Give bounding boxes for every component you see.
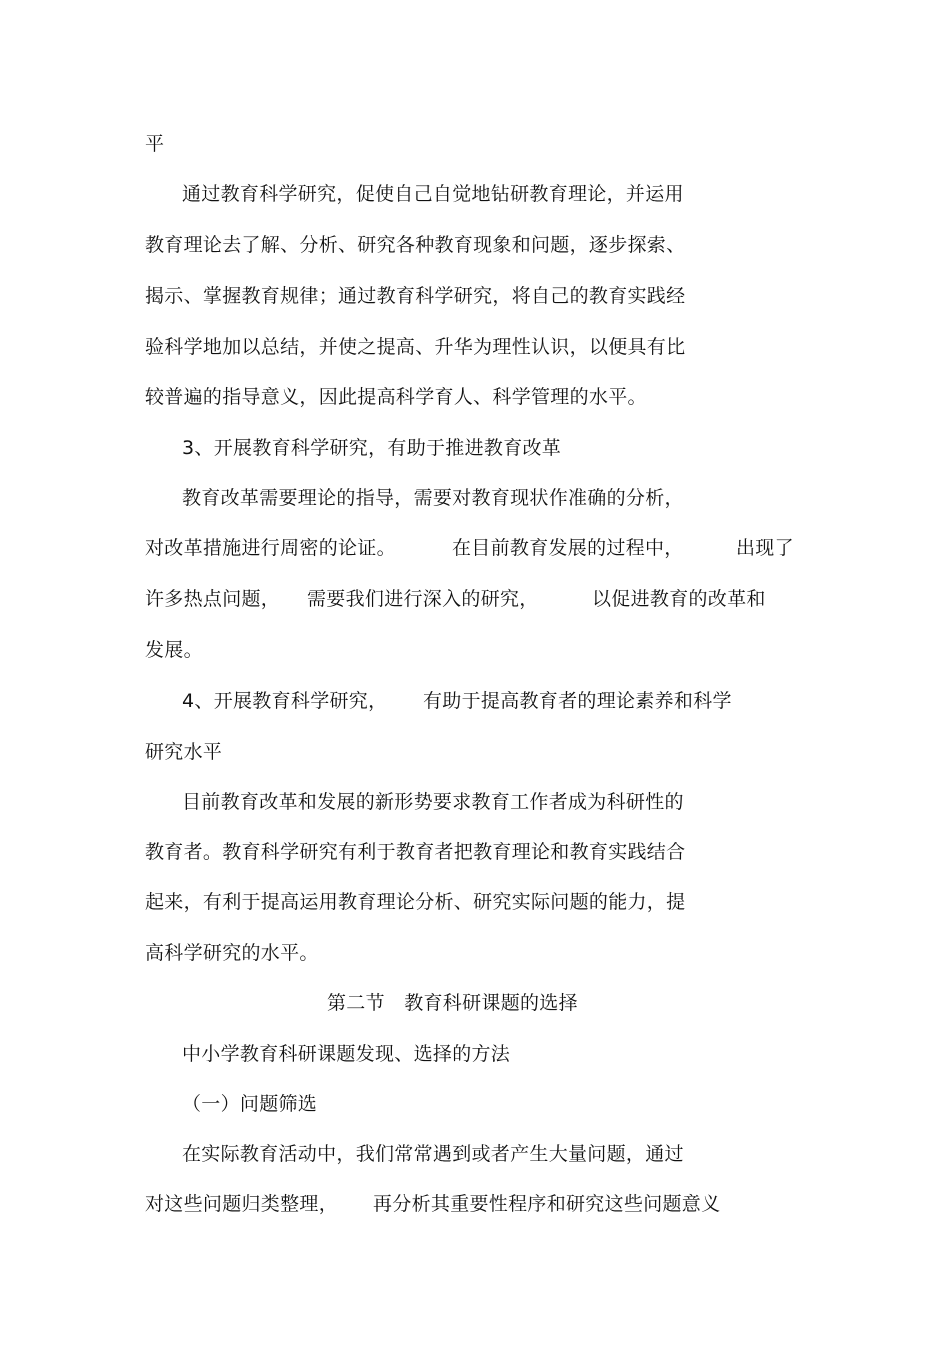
- chapter-section-title: 第二节 教育科研课题的选择: [327, 992, 578, 1014]
- subsection-title: 中小学教育科研课题发现、选择的方法: [182, 1043, 511, 1065]
- subsection-title: （一）问题筛选: [182, 1093, 318, 1115]
- paragraph-line: 许多热点问题，: [145, 588, 281, 610]
- section-heading-3: 3、开展教育科学研究，有助于推进教育改革: [182, 437, 562, 459]
- paragraph-line: 再分析其重要性程序和研究这些问题意义: [373, 1193, 721, 1215]
- section-heading-4: 4、开展教育科学研究，: [182, 690, 388, 712]
- section-heading-4: 有助于提高教育者的理论素养和科学: [423, 690, 732, 712]
- paragraph-line: 揭示、掌握教育规律；通过教育科学研究，将自己的教育实践经: [145, 285, 686, 307]
- paragraph-line: 通过教育科学研究，促使自己自觉地钻研教育理论，并运用: [182, 183, 684, 205]
- paragraph-line: 较普遍的指导意义，因此提高科学育人、科学管理的水平。: [145, 386, 647, 408]
- paragraph-line: 对这些问题归类整理，: [145, 1193, 339, 1215]
- paragraph-line: 出现了: [736, 537, 794, 559]
- section-heading-4: 研究水平: [145, 741, 223, 763]
- paragraph-line: 对改革措施进行周密的论证。: [145, 537, 396, 559]
- paragraph-line: 验科学地加以总结，并使之提高、升华为理性认识，以便具有比: [145, 336, 686, 358]
- paragraph-line: 教育改革需要理论的指导，需要对教育现状作准确的分析，: [182, 487, 684, 509]
- paragraph-line: 需要我们进行深入的研究，: [307, 588, 539, 610]
- paragraph-line: 起来，有利于提高运用教育理论分析、研究实际问题的能力，提: [145, 891, 686, 913]
- paragraph-line: 目前教育改革和发展的新形势要求教育工作者成为科研性的: [182, 791, 684, 813]
- paragraph-line: 教育理论去了解、分析、研究各种教育现象和问题，逐步探索、: [145, 234, 686, 256]
- paragraph-line: 教育者。教育科学研究有利于教育者把教育理论和教育实践结合: [145, 841, 686, 863]
- paragraph-line: 在目前教育发展的过程中，: [452, 537, 684, 559]
- paragraph-line: 以促进教育的改革和: [592, 588, 766, 610]
- paragraph-line: 在实际教育活动中，我们常常遇到或者产生大量问题，通过: [182, 1143, 684, 1165]
- text-line: 平: [145, 133, 165, 155]
- paragraph-line: 高科学研究的水平。: [145, 942, 319, 964]
- paragraph-line: 发展。: [145, 639, 203, 661]
